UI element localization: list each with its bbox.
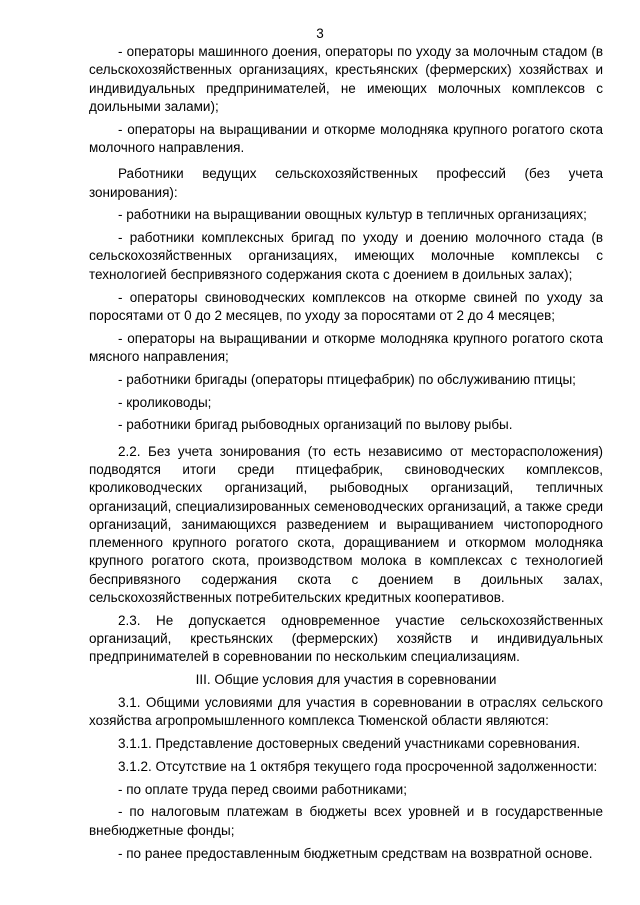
list-item-wage-arrears: - по оплате труда перед своими работниками; [118, 781, 407, 797]
list-item-dairy-calf-operators: - операторы на выращивании и откорме молодняка крупного рогатого скота молочного направления. [89, 121, 603, 155]
document-body [89, 43, 603, 863]
list-item-pig-complex-operators: - операторы свиноводческих комплексов на откорме свиней по уходу за поросятами от 0 до 2 месяцев, по уходу за поросятами от 2 до 4 месяцев; [89, 289, 603, 323]
list-item-dairy-brigade-workers: - работники комплексных бригад по уходу и доению молочного стада (в сельскохозяйственных организациях, имеющих молочные комплексы с технологией беспривязного содержания скота с доением в доильных залах); [89, 230, 603, 282]
paragraph-3-1-1: 3.1.1. Представление достоверных сведений участниками соревнования. [118, 736, 581, 752]
list-item-fish-brigade: - работники бригад рыбоводных организаций по вылову рыбы. [118, 417, 513, 433]
list-item-budget-funds-arrears: - по ранее предоставленным бюджетным средствам на возвратной основе. [118, 845, 593, 861]
list-item-milking-operators: - операторы машинного доения, операторы по уходу за молочным стадом (в сельскохозяйственных организациях, крестьянских (фермерских) хозяйствах и индивидуальных предпринимателей, не имеющих молочных комплексов с доильными залами); [89, 44, 603, 114]
list-item-greenhouse-workers: - работники на выращивании овощных культур в тепличных организациях; [118, 207, 587, 223]
page-number: 3 [316, 26, 324, 41]
section-title: III. Общие условия для участия в соревновании [195, 672, 497, 688]
paragraph-2-2: 2.2. Без учета зонирования (то есть независимо от месторасположения) подводятся итоги среди птицефабрик, свиноводческих комплексов, кролиководческих организаций, рыбоводных организаций, тепличных организаций, специализированных семеноводческих организаций, а также среди организаций, занимающихся разведением и выращиванием чистопородного племенного крупного рогатого скота, доращиванием и откормом молодняка крупного рогатого скота, производством молока в комплексах с технологией беспривязного содержания скота с доением в доильных залах, сельскохозяйственных потребительских кредитных кооперативов. [89, 443, 603, 606]
paragraph-2-3: 2.3. Не допускается одновременное участие сельскохозяйственных организаций, крестьянских (фермерских) хозяйств и индивидуальных предпринимателей в соревновании по нескольким специализациям. [89, 612, 603, 665]
list-item-poultry-brigade: - работники бригады (операторы птицефабрик) по обслуживанию птицы; [118, 371, 576, 387]
paragraph-leading-professions: Работники ведущих сельскохозяйственных профессий (без учета зонирования): [89, 166, 603, 200]
list-item-tax-arrears: - по налоговым платежам в бюджеты всех уровней и в государственные внебюджетные фонды; [89, 804, 603, 838]
paragraph-3-1-2: 3.1.2. Отсутствие на 1 октября текущего года просроченной задолженности: [118, 758, 598, 774]
list-item-rabbit-breeders: - кролиководы; [118, 394, 212, 410]
list-item-beef-calf-operators: - операторы на выращивании и откорме молодняка крупного рогатого скота мясного направления; [89, 330, 603, 364]
paragraph-3-1: 3.1. Общими условиями для участия в соревновании в отраслях сельского хозяйства агропромышленного комплекса Тюменской области являются: [89, 695, 603, 729]
